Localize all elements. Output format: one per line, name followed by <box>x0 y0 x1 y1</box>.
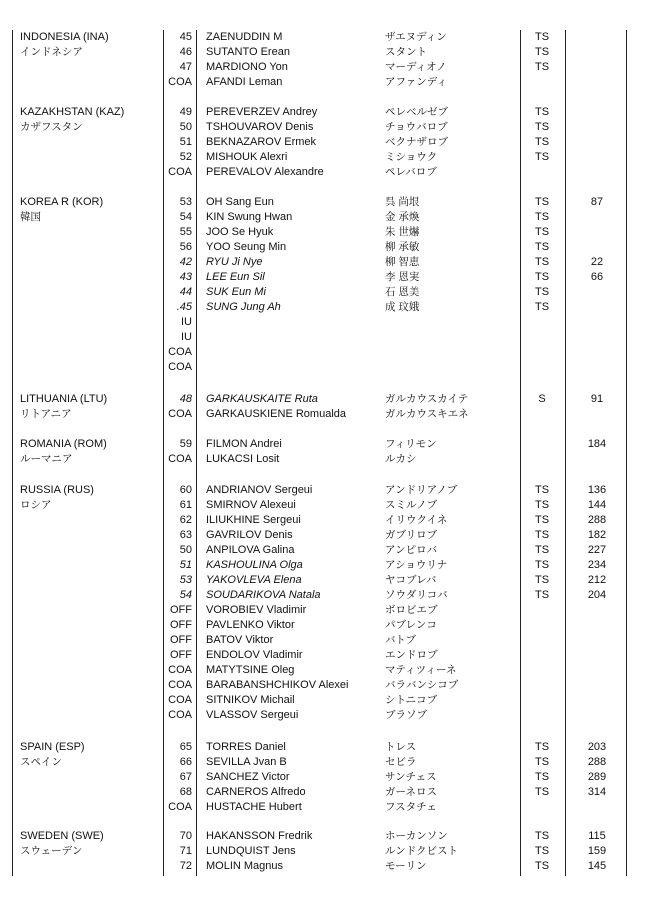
table-row <box>0 150 650 165</box>
country-name-japanese: スウェーデン <box>20 845 83 857</box>
player-number: COA <box>168 408 192 420</box>
world-ranking: 288 <box>587 756 607 768</box>
player-number: IU <box>181 316 192 328</box>
player-name-katakana: アファンディ <box>385 76 447 88</box>
world-ranking: 22 <box>590 256 604 268</box>
country-name: KOREA R (KOR) <box>20 196 104 208</box>
player-number: 60 <box>179 484 192 496</box>
table-row <box>0 392 650 407</box>
table-row <box>0 300 650 315</box>
player-number: 42 <box>179 256 192 268</box>
player-name-katakana: イリウクイネ <box>385 514 448 526</box>
player-number: COA <box>168 694 192 706</box>
table-row <box>0 452 650 467</box>
country-name-japanese: インドネシア <box>20 46 83 58</box>
player-name: ZAENUDDIN M <box>206 31 283 43</box>
player-name-katakana: アンピロバ <box>385 544 438 556</box>
table-row <box>0 740 650 755</box>
player-name: GARKAUSKIENE Romualda <box>206 408 346 420</box>
player-name: BEKNAZAROV Ermek <box>206 136 317 148</box>
player-name: ILIUKHINE Sergeui <box>206 514 301 526</box>
player-number: 43 <box>179 271 192 283</box>
world-ranking: 159 <box>587 845 607 857</box>
table-row <box>0 407 650 422</box>
player-name-katakana: アショウリナ <box>385 559 448 571</box>
table-row <box>0 225 650 240</box>
event-code: TS <box>534 786 550 798</box>
player-number: 53 <box>179 574 192 586</box>
world-ranking: 289 <box>587 771 607 783</box>
player-number: COA <box>168 361 192 373</box>
player-number: COA <box>168 664 192 676</box>
player-name-katakana: バラバンシコブ <box>385 679 459 691</box>
country-name: INDONESIA (INA) <box>20 31 109 43</box>
player-name: HUSTACHE Hubert <box>206 801 302 813</box>
player-number: 56 <box>179 241 192 253</box>
player-number: 72 <box>179 860 192 872</box>
player-name: KIN Swung Hwan <box>206 211 293 223</box>
table-row <box>0 859 650 874</box>
table-row <box>0 330 650 345</box>
table-row <box>0 345 650 360</box>
table-row <box>0 75 650 90</box>
event-code: TS <box>534 46 550 58</box>
player-name-katakana: ソウダリコバ <box>385 589 448 601</box>
world-ranking: 91 <box>590 393 604 405</box>
player-name-katakana: ボロビエブ <box>385 604 438 616</box>
table-row <box>0 135 650 150</box>
world-ranking: 136 <box>587 484 607 496</box>
table-row <box>0 603 650 618</box>
world-ranking: 234 <box>587 559 607 571</box>
player-name: VOROBIEV Vladimir <box>206 604 307 616</box>
event-code: TS <box>534 136 550 148</box>
player-name-katakana: ガルカウスキエネ <box>385 408 469 420</box>
table-row <box>0 558 650 573</box>
player-name-katakana: 呉 尚垠 <box>385 196 420 208</box>
player-name-katakana: シトニコブ <box>385 694 438 706</box>
player-name-katakana: アンドリアノブ <box>385 484 458 496</box>
country-name: KAZAKHSTAN (KAZ) <box>20 106 125 118</box>
event-code: TS <box>534 256 550 268</box>
player-number: 54 <box>179 589 192 601</box>
player-name-katakana: モーリン <box>385 860 427 872</box>
player-number: 45 <box>179 31 192 43</box>
player-number: COA <box>168 801 192 813</box>
player-name-katakana: 金 承煥 <box>385 211 420 223</box>
player-name: MARDIONO Yon <box>206 61 288 73</box>
player-name-katakana: ペレベルゼブ <box>385 106 448 118</box>
player-name: SEVILLA Jvan B <box>206 756 287 768</box>
world-ranking: 288 <box>587 514 607 526</box>
player-name-katakana: チョウバロブ <box>385 121 448 133</box>
event-code: TS <box>534 514 550 526</box>
player-name: YOO Seung Min <box>206 241 287 253</box>
player-name: OH Sang Eun <box>206 196 274 208</box>
event-code: TS <box>534 756 550 768</box>
world-ranking: 182 <box>587 529 607 541</box>
event-code: TS <box>534 484 550 496</box>
table-row <box>0 360 650 375</box>
player-name-katakana: ミショウク <box>385 151 438 163</box>
player-name-katakana: ブラソブ <box>385 709 427 721</box>
table-row <box>0 829 650 844</box>
player-number: 62 <box>179 514 192 526</box>
event-code: TS <box>534 121 550 133</box>
player-number: 44 <box>179 286 192 298</box>
player-number: .45 <box>176 301 192 313</box>
player-number: COA <box>168 346 192 358</box>
event-code: TS <box>534 499 550 511</box>
player-name: TORRES Daniel <box>206 741 286 753</box>
player-name-katakana: マーディオノ <box>385 61 447 73</box>
player-number: OFF <box>170 649 192 661</box>
table-row <box>0 45 650 60</box>
player-name-katakana: ベクナザロブ <box>385 136 448 148</box>
player-name: SOUDARIKOVA Natala <box>206 589 321 601</box>
country-name-japanese: カザフスタン <box>20 121 83 133</box>
player-number: 67 <box>179 771 192 783</box>
event-code: TS <box>534 286 550 298</box>
country-name-japanese: リトアニア <box>20 408 72 420</box>
player-name-katakana: スミルノブ <box>385 499 438 511</box>
table-row <box>0 708 650 723</box>
event-code: TS <box>534 559 550 571</box>
player-number: 55 <box>179 226 192 238</box>
table-row <box>0 648 650 663</box>
table-row <box>0 210 650 225</box>
country-name-japanese: ルーマニア <box>20 453 73 465</box>
player-name-katakana: パブレンコ <box>385 619 437 631</box>
player-number: 50 <box>179 544 192 556</box>
event-code: TS <box>534 574 550 586</box>
player-name-katakana: 石 恩美 <box>385 286 420 298</box>
player-name: SMIRNOV Alexeui <box>206 499 296 511</box>
player-number: IU <box>181 331 192 343</box>
player-name-katakana: 柳 智恵 <box>385 256 420 268</box>
player-name: LUNDQUIST Jens <box>206 845 296 857</box>
player-name: MISHOUK Alexri <box>206 151 288 163</box>
player-name: LUKACSI Losit <box>206 453 280 465</box>
player-name: ANPILOVA Galina <box>206 544 295 556</box>
player-name: VLASSOV Sergeui <box>206 709 299 721</box>
player-name-katakana: 李 恩実 <box>385 271 420 283</box>
world-ranking: 314 <box>587 786 607 798</box>
player-name-katakana: スタント <box>385 46 427 58</box>
player-number: COA <box>168 453 192 465</box>
player-name: MATYTSINE Oleg <box>206 664 295 676</box>
event-code: TS <box>534 241 550 253</box>
player-name: RYU Ji Nye <box>206 256 263 268</box>
country-name-japanese: スペイン <box>20 756 62 768</box>
table-row <box>0 285 650 300</box>
player-number: 47 <box>179 61 192 73</box>
player-name-katakana: 成 玟娥 <box>385 301 420 313</box>
event-code: TS <box>534 529 550 541</box>
player-name-katakana: ガーネロス <box>385 786 437 798</box>
player-name-katakana: ガブリロブ <box>385 529 438 541</box>
event-code: TS <box>534 771 550 783</box>
country-name: ROMANIA (ROM) <box>20 438 107 450</box>
player-name: HAKANSSON Fredrik <box>206 830 313 842</box>
country-name: SWEDEN (SWE) <box>20 830 104 842</box>
world-ranking: 203 <box>587 741 607 753</box>
player-number: 52 <box>179 151 192 163</box>
player-number: 65 <box>179 741 192 753</box>
table-row <box>0 800 650 815</box>
player-name: SANCHEZ Victor <box>206 771 290 783</box>
table-row <box>0 105 650 120</box>
event-code: TS <box>534 106 550 118</box>
country-name: RUSSIA (RUS) <box>20 484 94 496</box>
event-code: TS <box>534 589 550 601</box>
player-name: JOO Se Hyuk <box>206 226 274 238</box>
player-name: GAVRILOV Denis <box>206 529 293 541</box>
table-row <box>0 693 650 708</box>
player-name: LEE Eun Sil <box>206 271 265 283</box>
event-code: TS <box>534 226 550 238</box>
table-row <box>0 513 650 528</box>
player-name-katakana: フィリモン <box>385 438 437 450</box>
world-ranking: 145 <box>587 860 607 872</box>
table-row <box>0 785 650 800</box>
player-name: SITNIKOV Michail <box>206 694 295 706</box>
player-name-katakana: 柳 承敏 <box>385 241 420 253</box>
player-name: SUTANTO Erean <box>206 46 290 58</box>
table-row <box>0 30 650 45</box>
player-name: YAKOVLEVA Elena <box>206 574 302 586</box>
player-number: COA <box>168 76 192 88</box>
event-code: TS <box>534 61 550 73</box>
player-name: KASHOULINA Olga <box>206 559 303 571</box>
player-name: CARNEROS Alfredo <box>206 786 306 798</box>
player-number: 54 <box>179 211 192 223</box>
table-row <box>0 498 650 513</box>
player-number: 61 <box>179 499 192 511</box>
table-row <box>0 678 650 693</box>
table-row <box>0 255 650 270</box>
world-ranking: 184 <box>587 438 607 450</box>
player-name: FILMON Andrei <box>206 438 282 450</box>
world-ranking: 87 <box>590 196 604 208</box>
table-row <box>0 60 650 75</box>
world-ranking: 212 <box>587 574 607 586</box>
event-code: TS <box>534 196 550 208</box>
player-number: 53 <box>179 196 192 208</box>
table-row <box>0 240 650 255</box>
player-number: 70 <box>179 830 192 842</box>
event-code: TS <box>534 860 550 872</box>
player-number: 51 <box>179 559 192 571</box>
event-code: TS <box>534 741 550 753</box>
player-number: 48 <box>179 393 192 405</box>
event-code: S <box>538 393 546 405</box>
table-row <box>0 120 650 135</box>
player-name: TSHOUVAROV Denis <box>206 121 314 133</box>
event-code: TS <box>534 301 550 313</box>
table-row <box>0 437 650 452</box>
table-row <box>0 755 650 770</box>
player-name: PAVLENKO Viktor <box>206 619 295 631</box>
table-row <box>0 315 650 330</box>
world-ranking: 115 <box>588 830 606 842</box>
table-row <box>0 543 650 558</box>
player-number: 49 <box>179 106 192 118</box>
player-name: GARKAUSKAITE Ruta <box>206 393 318 405</box>
table-row <box>0 528 650 543</box>
player-name-katakana: トレス <box>385 741 417 753</box>
player-name: AFANDI Leman <box>206 76 283 88</box>
player-number: COA <box>168 679 192 691</box>
player-number: OFF <box>170 634 192 646</box>
event-code: TS <box>534 31 550 43</box>
player-name: SUNG Jung Ah <box>206 301 281 313</box>
table-row <box>0 195 650 210</box>
player-name-katakana: 朱 世爀 <box>385 226 420 238</box>
table-row <box>0 165 650 180</box>
table-row <box>0 844 650 859</box>
player-number: 59 <box>179 438 192 450</box>
event-code: TS <box>534 211 550 223</box>
player-number: 46 <box>179 46 192 58</box>
player-name-katakana: ルンドクビスト <box>385 845 459 857</box>
player-name-katakana: ホーカンソン <box>385 830 448 842</box>
player-name-katakana: ペレバロブ <box>385 166 437 178</box>
player-name-katakana: セビラ <box>385 756 417 768</box>
table-row <box>0 270 650 285</box>
player-name: ENDOLOV Vladimir <box>206 649 303 661</box>
table-row <box>0 483 650 498</box>
player-number: OFF <box>170 604 192 616</box>
country-name: SPAIN (ESP) <box>20 741 85 753</box>
player-name: SUK Eun Mi <box>206 286 266 298</box>
player-name: PEREVALOV Alexandre <box>206 166 324 178</box>
event-code: TS <box>534 151 550 163</box>
player-name-katakana: ヤコブレバ <box>385 574 437 586</box>
player-name: MOLIN Magnus <box>206 860 284 872</box>
player-name-katakana: フスタチェ <box>385 801 437 813</box>
player-name-katakana: ザエヌディン <box>385 31 447 43</box>
player-name: PEREVERZEV Andrey <box>206 106 318 118</box>
world-ranking: 66 <box>590 271 604 283</box>
player-number: COA <box>168 166 192 178</box>
event-code: TS <box>534 845 550 857</box>
table-row <box>0 633 650 648</box>
world-ranking: 227 <box>587 544 607 556</box>
player-number: 51 <box>179 136 192 148</box>
player-name-katakana: エンドロブ <box>385 649 438 661</box>
event-code: TS <box>534 830 550 842</box>
player-name: ANDRIANOV Sergeui <box>206 484 313 496</box>
country-name: LITHUANIA (LTU) <box>20 393 108 405</box>
player-name-katakana: サンチェス <box>385 771 437 783</box>
table-row <box>0 573 650 588</box>
player-number: 66 <box>179 756 192 768</box>
player-number: 71 <box>179 845 192 857</box>
player-name-katakana: ガルカウスカイテ <box>385 393 469 405</box>
player-name: BARABANSHCHIKOV Alexei <box>206 679 349 691</box>
player-number: OFF <box>170 619 192 631</box>
player-name-katakana: バトブ <box>385 634 416 646</box>
player-number: COA <box>168 709 192 721</box>
table-row <box>0 618 650 633</box>
country-name-japanese: ロシア <box>20 499 52 511</box>
player-number: 68 <box>179 786 192 798</box>
table-row <box>0 588 650 603</box>
event-code: TS <box>534 271 550 283</box>
event-code: TS <box>534 544 550 556</box>
table-row <box>0 770 650 785</box>
player-name-katakana: ルカシ <box>385 453 417 465</box>
world-ranking: 144 <box>587 499 607 511</box>
player-name: BATOV Viktor <box>206 634 274 646</box>
player-name-katakana: マティツィーネ <box>385 664 457 676</box>
table-row <box>0 663 650 678</box>
player-number: 50 <box>179 121 192 133</box>
player-number: 63 <box>179 529 192 541</box>
world-ranking: 204 <box>587 589 607 601</box>
country-name-japanese: 韓国 <box>20 211 41 223</box>
